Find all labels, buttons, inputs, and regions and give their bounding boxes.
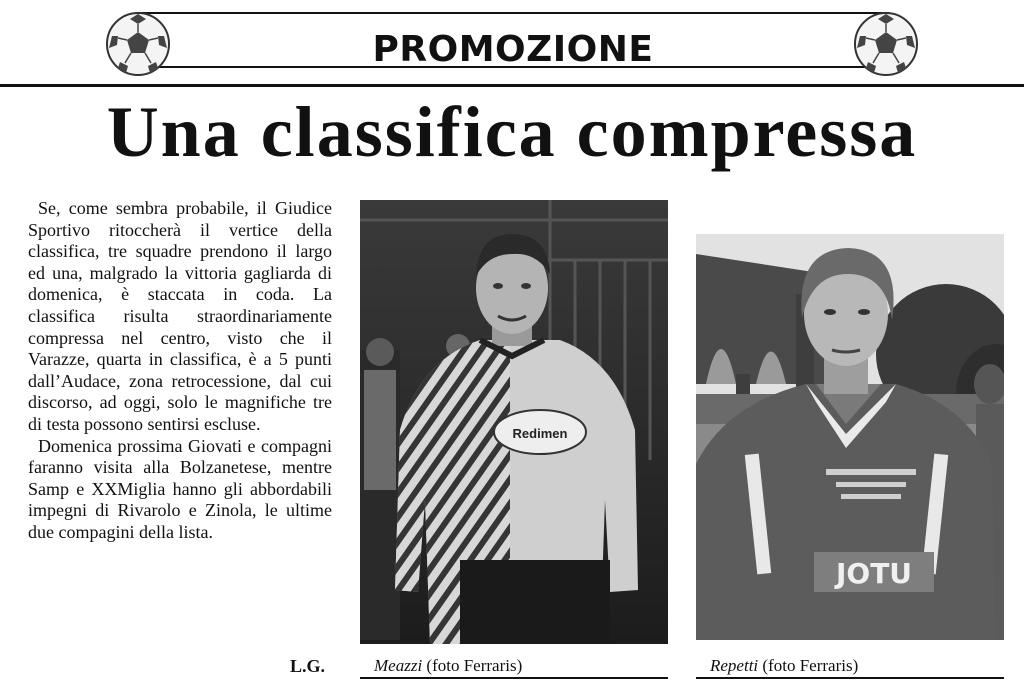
caption-rule xyxy=(696,677,1004,679)
caption-rule xyxy=(360,677,668,679)
soccer-ball-icon xyxy=(104,10,172,78)
article-body xyxy=(28,198,332,544)
section-banner xyxy=(132,12,894,68)
article-paragraph: Domenica prossima Giovati e compagni faranno visita alla Bolzanetese, mentre Samp e XXMiglia hanno gli abbordabili impegni di Rivarolo e Zinola, le ultime due compagini della lista. xyxy=(28,435,332,542)
caption-subject: Repetti xyxy=(710,656,759,675)
jersey-sponsor-text: Redimen xyxy=(512,426,568,441)
soccer-ball-icon xyxy=(852,10,920,78)
photo-meazzi xyxy=(360,200,668,644)
header-rule xyxy=(0,84,1024,87)
caption-credit: (foto Ferraris) xyxy=(762,656,859,675)
article-paragraph: Se, come sembra probabile, il Giudice Sportivo ritoccherà il vertice della classifica, tre squadre prendono il largo ed una, malgrado la vittoria gagliarda di domenica, è staccata in coda. La classifica risulta straordinariamente compressa nel centro, visto che il Varazze, quarta in classifica, è a 5 punti dall’Audace, zona retrocessione, dal cui discorso, ad oggi, solo le magnifiche tre di testa possono sentirsi escluse. xyxy=(28,198,332,434)
author-signature: L.G. xyxy=(290,656,326,676)
photo-caption xyxy=(710,656,858,676)
headline: Una classifica compressa xyxy=(106,92,918,172)
caption-credit: (foto Ferraris) xyxy=(426,656,523,675)
jersey-sponsor-text: JOTU xyxy=(835,557,913,590)
caption-subject: Meazzi xyxy=(374,656,423,675)
photo-caption xyxy=(374,656,522,676)
section-title: PROMOZIONE xyxy=(372,29,654,70)
photo-repetti xyxy=(696,234,1004,640)
